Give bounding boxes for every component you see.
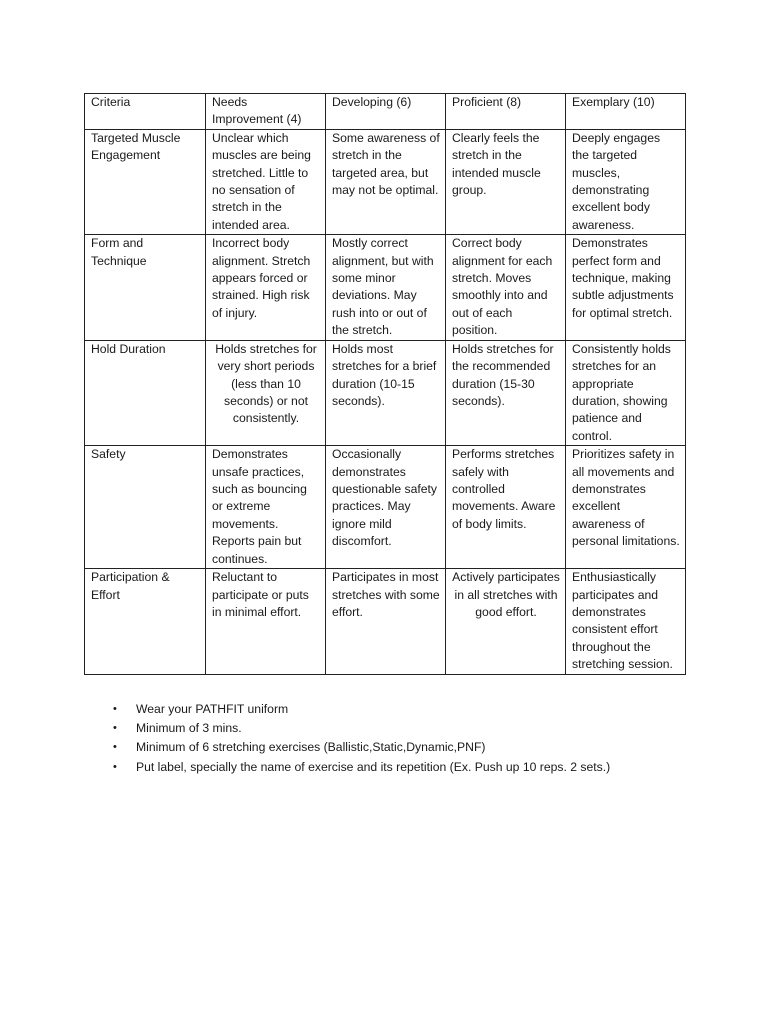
- requirements-list: [112, 700, 610, 777]
- table-row: [85, 129, 686, 234]
- rubric-cell: Incorrect body alignment. Stretch appears forced or strained. High risk of injury.: [206, 235, 326, 340]
- bullet-icon: •: [113, 760, 117, 773]
- table-header-row: [85, 94, 686, 130]
- criteria-cell: Participation & Effort: [85, 569, 206, 674]
- list-item-text: Minimum of 3 mins.: [136, 721, 242, 736]
- criteria-cell: Form and Technique: [85, 235, 206, 340]
- rubric-cell: Demonstrates unsafe practices, such as bouncing or extreme movements. Reports pain but continues.: [206, 446, 326, 569]
- rubric-cell: Some awareness of stretch in the targeted area, but may not be optimal.: [326, 129, 446, 234]
- header-criteria: Criteria: [85, 94, 206, 130]
- rubric-cell: Participates in most stretches with some effort.: [326, 569, 446, 674]
- rubric-cell: Reluctant to participate or puts in minimal effort.: [206, 569, 326, 674]
- header-proficient: Proficient (8): [446, 94, 566, 130]
- rubric-cell: Holds stretches for very short periods (less than 10 seconds) or not consistently.: [206, 340, 326, 445]
- header-developing: Developing (6): [326, 94, 446, 130]
- rubric-cell: Prioritizes safety in all movements and demonstrates excellent awareness of personal limitations.: [566, 446, 686, 569]
- rubric-cell: Actively participates in all stretches with good effort.: [446, 569, 566, 674]
- rubric-cell: Holds stretches for the recommended duration (15-30 seconds).: [446, 340, 566, 445]
- table-row: [85, 340, 686, 445]
- list-item: [112, 738, 610, 757]
- bullet-icon: •: [113, 741, 117, 754]
- rubric-cell: Clearly feels the stretch in the intended muscle group.: [446, 129, 566, 234]
- list-item: [112, 700, 610, 719]
- criteria-cell: Hold Duration: [85, 340, 206, 445]
- list-item-text: Wear your PATHFIT uniform: [136, 702, 289, 716]
- list-item: [112, 758, 610, 777]
- criteria-cell: Safety: [85, 446, 206, 569]
- rubric-cell: Unclear which muscles are being stretched. Little to no sensation of stretch in the intended area.: [206, 129, 326, 234]
- rubric-cell: Mostly correct alignment, but with some minor deviations. May rush into or out of the stretch.: [326, 235, 446, 340]
- rubric-cell: Demonstrates perfect form and technique, making subtle adjustments for optimal stretch.: [566, 235, 686, 340]
- header-needs-improvement: Needs Improvement (4): [206, 94, 326, 130]
- bullet-icon: •: [113, 703, 117, 715]
- list-item-text: Minimum of 6 stretching exercises (Ballistic,Static,Dynamic,PNF): [136, 740, 486, 755]
- rubric-cell: Performs stretches safely with controlled movements. Aware of body limits.: [446, 446, 566, 569]
- rubric-cell: Occasionally demonstrates questionable safety practices. May ignore mild discomfort.: [326, 446, 446, 569]
- rubric-cell: Consistently holds stretches for an appropriate duration, showing patience and control.: [566, 340, 686, 445]
- table-row: [85, 569, 686, 674]
- bullet-icon: •: [113, 722, 117, 735]
- rubric-cell: Enthusiastically participates and demonstrates consistent effort throughout the stretching session.: [566, 569, 686, 674]
- criteria-cell: Targeted Muscle Engagement: [85, 129, 206, 234]
- table-row: [85, 446, 686, 569]
- table-row: [85, 235, 686, 340]
- rubric-cell: Holds most stretches for a brief duration (10-15 seconds).: [326, 340, 446, 445]
- rubric-cell: Deeply engages the targeted muscles, demonstrating excellent body awareness.: [566, 129, 686, 234]
- list-item: [112, 719, 610, 738]
- rubric-table: [84, 93, 686, 675]
- header-exemplary: Exemplary (10): [566, 94, 686, 130]
- list-item-text: Put label, specially the name of exercise and its repetition (Ex. Push up 10 reps. 2 sets.): [136, 759, 611, 774]
- rubric-cell: Correct body alignment for each stretch. Moves smoothly into and out of each position.: [446, 235, 566, 340]
